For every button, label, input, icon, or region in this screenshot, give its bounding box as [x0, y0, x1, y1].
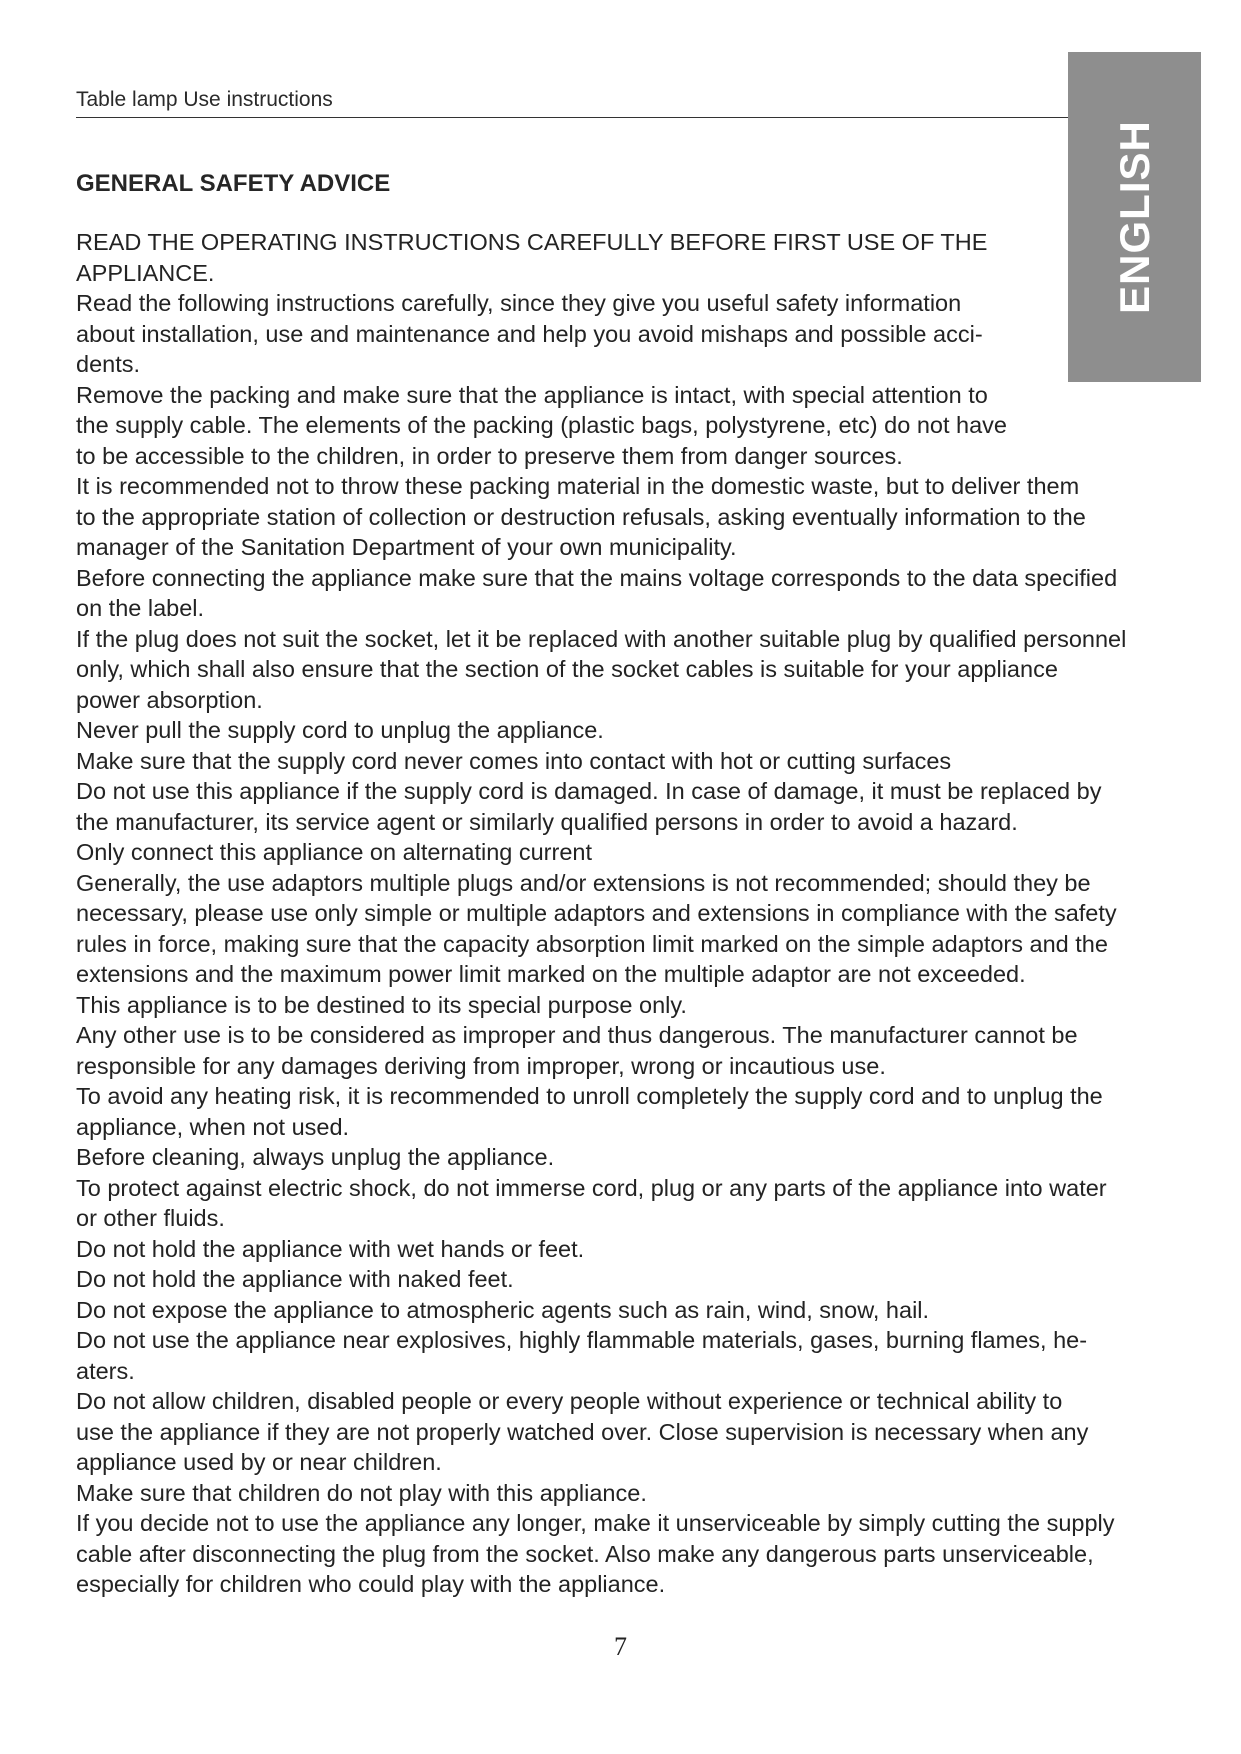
- text-line: This appliance is to be destined to its special purpose only.: [76, 991, 687, 1018]
- text-line: responsible for any damages deriving from improper, wrong or incautious use.: [76, 1052, 886, 1079]
- text-line: power absorption.: [76, 686, 263, 713]
- text-line: If the plug does not suit the socket, let it be replaced with another suitable plug by qualified personnel: [76, 625, 1127, 652]
- section-heading: GENERAL SAFETY ADVICE: [76, 170, 391, 197]
- text-line: If you decide not to use the appliance any longer, make it unserviceable by simply cutting the supply: [76, 1510, 1115, 1536]
- text-line: or other fluids.: [76, 1205, 225, 1231]
- text-line: to the appropriate station of collection or destruction refusals, asking eventually information to the: [76, 503, 1086, 530]
- text-line: Do not use this appliance if the supply cord is damaged. In case of damage, it must be replaced by: [76, 778, 1102, 804]
- text-line: APPLIANCE.: [76, 259, 215, 286]
- text-line: about installation, use and maintenance and help you avoid mishaps and possible acci-: [76, 320, 983, 347]
- text-line: Generally, the use adaptors multiple plugs and/or extensions is not recommended; should they be: [76, 869, 1091, 896]
- text-line: the manufacturer, its service agent or similarly qualified persons in order to avoid a hazard.: [76, 808, 1018, 835]
- document-header-title: Table lamp Use instructions: [76, 88, 333, 111]
- text-line: dents.: [76, 351, 141, 377]
- page-number: 7: [614, 1632, 627, 1661]
- text-line: cable after disconnecting the plug from the socket. Also make any dangerous parts unserviceable,: [76, 1540, 1094, 1567]
- text-line: to be accessible to the children, in order to preserve them from danger sources.: [76, 442, 903, 469]
- text-line: necessary, please use only simple or multiple adaptors and extensions in compliance with the safety: [76, 900, 1117, 926]
- safety-advice-body: [76, 227, 1201, 1600]
- text-line: extensions and the maximum power limit marked on the multiple adaptor are not exceeded.: [76, 961, 1026, 987]
- text-line: manager of the Sanitation Department of your own municipality.: [76, 534, 737, 560]
- language-tab-label: ENGLISH: [1110, 120, 1158, 314]
- text-line: Before cleaning, always unplug the appliance.: [76, 1144, 555, 1170]
- text-line: appliance used by or near children.: [76, 1449, 442, 1475]
- text-line: rules in force, making sure that the capacity absorption limit marked on the simple adaptors and the: [76, 930, 1108, 957]
- text-line: Do not hold the appliance with naked feet.: [76, 1266, 514, 1292]
- text-line: Do not expose the appliance to atmospheric agents such as rain, wind, snow, hail.: [76, 1296, 930, 1323]
- text-line: on the label.: [76, 595, 205, 621]
- text-line: Read the following instructions carefully, since they give you useful safety information: [76, 290, 962, 316]
- text-line: Do not hold the appliance with wet hands or feet.: [76, 1235, 585, 1262]
- text-line: aters.: [76, 1357, 135, 1384]
- text-line: Any other use is to be considered as improper and thus dangerous. The manufacturer cannot be: [76, 1022, 1078, 1048]
- text-line: Make sure that the supply cord never comes into contact with hot or cutting surfaces: [76, 747, 952, 774]
- text-line: Never pull the supply cord to unplug the appliance.: [76, 717, 604, 743]
- text-line: especially for children who could play with the appliance.: [76, 1571, 666, 1597]
- text-line: To avoid any heating risk, it is recommended to unroll completely the supply cord and to unplug the: [76, 1083, 1103, 1109]
- text-line: To protect against electric shock, do not immerse cord, plug or any parts of the appliance into water: [76, 1174, 1107, 1201]
- header-divider: [76, 117, 1068, 118]
- text-line: It is recommended not to throw these packing material in the domestic waste, but to deliver them: [76, 473, 1080, 499]
- text-line: Do not allow children, disabled people or every people without experience or technical ability to: [76, 1388, 1063, 1414]
- text-line: Do not use the appliance near explosives, highly flammable materials, gases, burning flames, he-: [76, 1327, 1088, 1353]
- text-line: Only connect this appliance on alternating current: [76, 839, 593, 865]
- text-line: only, which shall also ensure that the section of the socket cables is suitable for your appliance: [76, 656, 1058, 682]
- text-line: use the appliance if they are not properly watched over. Close supervision is necessary when any: [76, 1418, 1089, 1445]
- text-line: Before connecting the appliance make sure that the mains voltage corresponds to the data specified: [76, 564, 1118, 591]
- text-line: appliance, when not used.: [76, 1113, 350, 1140]
- text-line: Remove the packing and make sure that the appliance is intact, with special attention to: [76, 381, 988, 408]
- text-line: Make sure that children do not play with this appliance.: [76, 1479, 647, 1506]
- text-line: READ THE OPERATING INSTRUCTIONS CAREFULLY BEFORE FIRST USE OF THE: [76, 229, 988, 255]
- text-line: the supply cable. The elements of the packing (plastic bags, polystyrene, etc) do not have: [76, 412, 1007, 438]
